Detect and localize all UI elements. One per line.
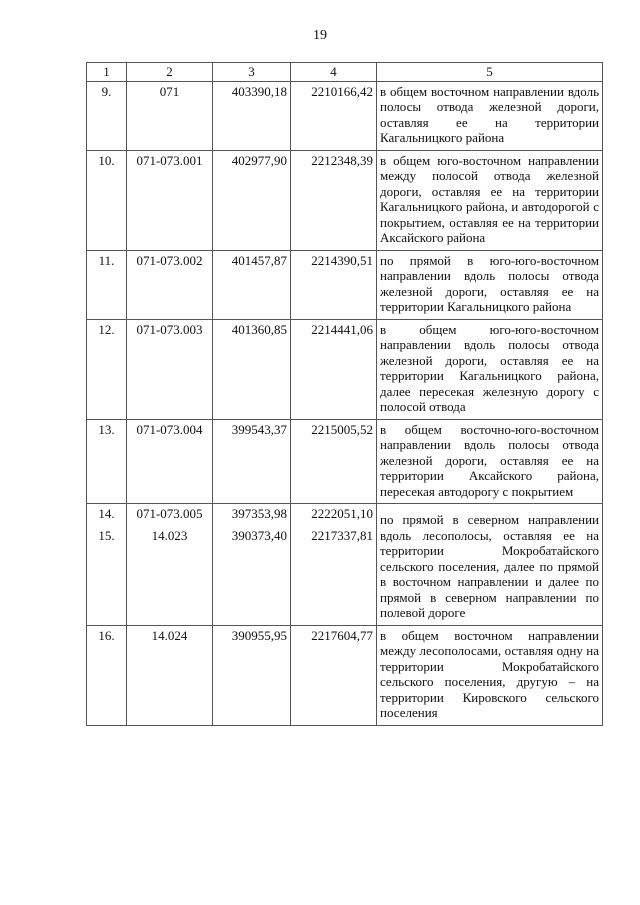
coordinate-y: 2210166,42: [291, 81, 377, 150]
boundary-description: по прямой в юго-юго-восточном направлении вдоль полосы отвода железной дороги, оставляя ее на территории Кагальницкого района: [377, 250, 603, 319]
table-row: [87, 419, 603, 504]
coordinate-y: 2212348,39: [291, 150, 377, 250]
coordinate-y: 2217604,77: [291, 625, 377, 725]
boundary-description: в общем восточном направлении вдоль полосы отвода железной дороги, оставляя ее на территории Кагальницкого района: [377, 81, 603, 150]
row-number: 12.: [87, 319, 127, 419]
row-number: 14.: [98, 506, 115, 521]
row-number: 15.: [98, 527, 115, 543]
point-code: 071: [127, 81, 213, 150]
table-row: [87, 150, 603, 250]
coordinate-x: 397353,98: [231, 506, 287, 521]
coordinate-x: 403390,18: [213, 81, 291, 150]
table-row: [87, 625, 603, 725]
point-code: 071-073.002: [127, 250, 213, 319]
boundary-description: в общем юго-восточном направлении между полосой отвода железной дороги, оставляя ее на территории Кагальницкого района, и автодорогой с покрытием, оставляя ее на территории Аксайского района: [377, 150, 603, 250]
coordinate-x: 399543,37: [213, 419, 291, 504]
point-code: 071-073.004: [127, 419, 213, 504]
coordinate-y: 2214441,06: [291, 319, 377, 419]
coordinate-x: 402977,90: [213, 150, 291, 250]
header-col-1: 1: [87, 63, 127, 82]
coordinate-y: 2215005,52: [291, 419, 377, 504]
point-code: 071-073.001: [127, 150, 213, 250]
coordinate-x: 401360,85: [213, 319, 291, 419]
boundary-table: [86, 62, 603, 726]
row-number-stack: [87, 504, 127, 626]
point-code: 071-073.005: [136, 506, 203, 521]
table-row: [87, 250, 603, 319]
coordinate-x: 390373,40: [231, 527, 287, 543]
boundary-description: в общем восточном направлении между лесополосами, оставляя одну на территории Мокробатайского сельского поселения, другую – на территории Кировского сельского поселения: [377, 625, 603, 725]
coordinate-y-stack: [291, 504, 377, 626]
row-number: 13.: [87, 419, 127, 504]
table-header-row: [87, 63, 603, 82]
row-number: 10.: [87, 150, 127, 250]
row-number: 16.: [87, 625, 127, 725]
coordinate-y: 2222051,10: [311, 506, 373, 521]
table-row-merged: [87, 504, 603, 626]
coordinate-y: 2217337,81: [311, 527, 373, 543]
boundary-description: по прямой в северном направлении вдоль лесополосы, оставляя ее на территории Мокробатайского сельского поселения, далее по прямой в восточном направлении и далее по прямой в северном направлении по полевой дороге: [380, 512, 599, 620]
coordinate-x: 401457,87: [213, 250, 291, 319]
boundary-description: в общем восточно-юго-восточном направлении вдоль полосы отвода железной дороги, оставляя ее на территории Аксайского района, пересекая автодорогу с покрытием: [377, 419, 603, 504]
coordinate-x-stack: [213, 504, 291, 626]
point-code-stack: [127, 504, 213, 626]
header-col-3: 3: [213, 63, 291, 82]
table-row: [87, 319, 603, 419]
point-code: 14.024: [127, 625, 213, 725]
header-col-5: 5: [377, 63, 603, 82]
header-col-2: 2: [127, 63, 213, 82]
row-number: 11.: [87, 250, 127, 319]
page-number: 19: [313, 28, 327, 43]
point-code: 071-073.003: [127, 319, 213, 419]
coordinate-x: 390955,95: [213, 625, 291, 725]
header-col-4: 4: [291, 63, 377, 82]
table-row: [87, 81, 603, 150]
boundary-description-stack: [377, 504, 603, 626]
row-number: 9.: [87, 81, 127, 150]
coordinate-y: 2214390,51: [291, 250, 377, 319]
point-code: 14.023: [151, 527, 188, 543]
boundary-description: в общем юго-юго-восточном направлении вдоль полосы отвода железной дороги, оставляя ее на территории Кагальницкого района, далее пересекая железную дорогу с полосой отвода: [377, 319, 603, 419]
